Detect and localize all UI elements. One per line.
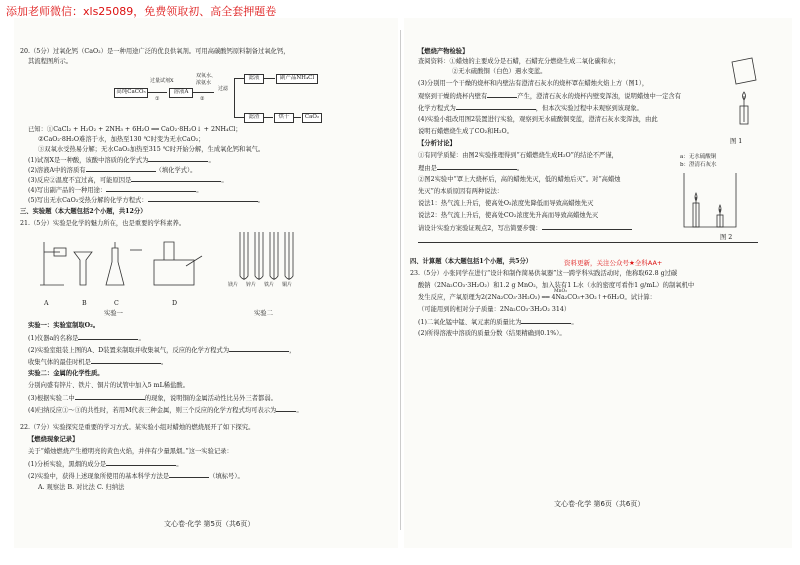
apparatus-illustration (34, 230, 374, 310)
q23-line3: 发生反应，产氧原理为2(2Na₂CO₃·3H₂O₂) ══ 4Na₂CO₃+3O₂↑+6H₂O。试计算： (418, 294, 656, 301)
experiment-2-label: 实验二 (254, 310, 273, 317)
q20-intro-2: 其流程图所示。 (28, 58, 73, 65)
flow-branch (234, 78, 235, 118)
q22-analysis-1: ①有同学质疑：由图2实验推理得到“石蜡燃烧生成H₂O”的结论不严谨， (418, 152, 618, 159)
q20-sub1: (1)试剂X是一种酸，该酸中溶质的化学式为 。 (28, 157, 215, 164)
q23-sub1: (1)二氧化锰中锰、氧元素的质量比为 。 (418, 319, 578, 326)
q22-analysis-2b: 先灭”的本质原因有两种说法： (418, 188, 504, 195)
q20-sub2: (2)溶液A中的溶质有 （填化学式）。 (28, 167, 197, 174)
figure-1-caption: 图 1 (730, 138, 743, 145)
exam-page-left (14, 18, 398, 548)
flow-arrow-1 (147, 92, 167, 93)
q22-analysis-2: ②图2实验中“罩上大烧杯后，高的蜡烛先灭，低的蜡烛后灭”。对“高蜡烛 (418, 176, 621, 183)
q20-intro: 20.（5分）过氧化钙（CaO₂）是一种用途广泛的优良供氧剂。可用高碳酸钙原料制备过氧化钙， (20, 48, 290, 55)
flow-filter: 过滤 (218, 86, 229, 92)
q22-sub3b: 观察到干燥的烧杯内壁有 产生，澄清石灰水的烧杯内壁变浑浊，说明蜡烛中一定含有 (418, 93, 681, 100)
flow-reagent: 过量试剂X (150, 78, 174, 84)
q23-sub2: (2)所得溶液中溶质的质量分数（结果精确到0.1%）。 (418, 330, 566, 337)
section-4-title: 四、计算题（本大题包括1个小题，共5分） (410, 258, 533, 265)
q22-section-record: 【燃烧现象记录】 (28, 436, 79, 443)
q20-sub5: (5)写出无水CaO₂受热分解的化学方程式： 。 (28, 197, 264, 204)
flow-reagent-2: 双氧水、浓氨水 (196, 73, 217, 86)
q22-reference-1: 查阅资料：①蜡烛的主要成分是石蜡，石蜡充分燃烧生成二氧化碳和水； (418, 58, 620, 65)
flow-arrow-5 (293, 117, 301, 118)
flow-step2: ② (200, 96, 205, 102)
experiment-1-label: 实验一 (104, 310, 123, 317)
flow-residue: 滤渣 (244, 113, 264, 123)
q22-claim-2: 说法2：热气流上升后，使高处CO₂浓度先升高而导致高蜡烛先灭 (418, 212, 599, 219)
figure-2-label-b: b：澄清石灰水 (680, 162, 717, 168)
page-divider (400, 30, 401, 530)
flow-solution-a: 溶液A (169, 88, 193, 98)
tube-mg: 镁片 (228, 282, 239, 288)
q23-catalyst: MnO₂ (554, 289, 567, 294)
page-footer-left: 文心卷·化学 第5页（共6页） (164, 520, 255, 528)
q23-intro: 23.（5分）小张同学在进行“设计和制作简易供氧器”这一跨学科实践活动时，他称取62.8 g过碳 (410, 270, 678, 277)
q22-analysis-1b: 理由是 。 (418, 165, 524, 172)
flow-filtrate: 滤液 (244, 74, 264, 84)
q22-sub2: (2)实验中，获得上述现象所使用的基本科学方法是 （填标号）。 (28, 473, 244, 480)
figure-1-illustration (724, 56, 764, 136)
q22-reference-2: ②无水硫酸铜（白色）遇水变蓝。 (452, 68, 547, 75)
flow-product: CaO₂ (302, 113, 322, 123)
q21-sub4: (4)归纳反应①～③的共性时，若用M代表三种金属，则三个反应的化学方程式均可表示为 。 (28, 407, 303, 414)
flow-branch-top (234, 78, 244, 79)
flow-arrow-2 (192, 92, 214, 93)
promo-ad: 资料更新，关注公众号★全科AA+ (564, 259, 663, 267)
exam-page-right (404, 18, 792, 548)
figure-2-caption: 图 2 (720, 234, 733, 241)
exp1-title: 实验一：实验室制取O₂。 (28, 322, 100, 329)
q20-known-3: ③双氧水受热易分解；无水CaO₂加热至315 ℃时开始分解，生成氧化钙和氧气。 (38, 146, 265, 153)
q20-sub3: (3)反应②温度不宜过高，可能原因是 。 (28, 177, 228, 184)
q22-claim-1: 说法1：热气流上升后，使高处O₂浓度先降低而导致高蜡烛先灭 (418, 200, 594, 207)
q22-section-analysis: 【分析讨论】 (418, 140, 456, 147)
q22-record: 关于“蜡烛燃烧产生橙明亮的黄色火焰，并伴有少量黑烟。”这一实验记录： (28, 448, 233, 455)
q20-known-2: ②CaO₂·8H₂O难溶于水，加热至130 ℃时变为无水CaO₂； (38, 136, 205, 143)
q22-sub4: (4)实验小组改用图2装置进行实验，观察到无水硫酸铜变蓝，澄清石灰水变浑浊，由此 (418, 116, 658, 123)
q21-sub2: (2)实验室组装上图的A、D装置来制取并收集氧气，反应的化学方程式为 ， (28, 347, 296, 354)
label-c: C (114, 300, 119, 307)
label-a: A (44, 300, 49, 307)
flow-start: 高纯CaCO₃ (114, 88, 148, 98)
figure-2-label-a: a：无水硫酸铜 (680, 154, 717, 160)
answer-line (418, 236, 758, 243)
page-footer-right: 文心卷·化学 第6页（共6页） (554, 500, 645, 508)
q22-sub4b: 说明石蜡燃烧生成了CO₂和H₂O。 (418, 128, 513, 135)
q22-options: A. 观察法 B. 对比法 C. 归纳法 (38, 484, 125, 491)
flow-dry: 烘干 (274, 113, 294, 123)
q22-sub1: (1)分析实验，黑烟的成分是 。 (28, 461, 183, 468)
label-d: D (172, 300, 178, 307)
q21-sub2b: 收集气体的最佳时机是 。 (28, 359, 168, 366)
q22-sub3c: 化学方程式为 ，但本次实验过程中未观察到该现象。 (418, 105, 643, 112)
q21-sub1: (1)仪器a的名称是 。 (28, 335, 145, 342)
q20-sub4: (4)写出副产品的一种用途： 。 (28, 187, 203, 194)
q22-sub3: (3)分别用一个干燥的烧杯和内壁沾有澄清石灰水的烧杯罩在蜡烛火焰上方（图1）， (418, 80, 649, 87)
figure-2-illustration (676, 163, 746, 233)
section-3-title: 三、实验题（本大题包括2个小题，共12分） (20, 208, 147, 215)
q22-section-products: 【燃烧产物检验】 (418, 48, 469, 55)
exp2-title: 实验二：金属的化学性质。 (28, 370, 104, 377)
tube-zn: 锌片 (246, 282, 257, 288)
label-b: B (82, 300, 87, 307)
q22-design: 请设计实验方案验证观点2，写出简要步骤： (418, 224, 632, 232)
q21-intro: 21.（5分）实验是化学的魅力所在，也是重要的学科素养。 (20, 220, 186, 227)
q23-line4: （可能用到的相对分子质量：2Na₂CO₃·3H₂O₂ 314） (418, 306, 571, 313)
promo-banner: 添加老师微信：xls25089，免费领取初、高全套押题卷 (6, 5, 277, 18)
q21-sub3: (3)根据实验二中 的现象，说明铜的金属活动性比另外三者都弱。 (28, 395, 277, 402)
q22-intro: 22.（7分）实验探究是重要的学习方式。某实验小组对蜡烛的燃烧展开了如下探究。 (20, 424, 255, 431)
q20-known-1: 已知：①CaCl₂ + H₂O₂ + 2NH₃ + 6H₂O ══ CaO₂·8H₂O↓ + 2NH₄Cl； (28, 126, 242, 133)
q23-line2: 酸钠（2Na₂CO₃·3H₂O₂）和1.2 g MnO₂，加入装有1 L水（水的密度可看作1 g/mL）的制氧机中 (418, 282, 695, 289)
tube-cu: 铜片 (282, 282, 293, 288)
flow-byproduct: 副产品NH₄Cl (276, 74, 318, 84)
flow-branch-bottom (234, 117, 244, 118)
exp2-desc: 分别向盛有锌片、铁片、铜片的试管中加入5 mL稀盐酸。 (28, 382, 189, 389)
flow-step1: ① (155, 96, 160, 102)
tube-fe: 铁片 (264, 282, 275, 288)
flow-arrow-4 (263, 117, 273, 118)
flow-arrow-3 (263, 78, 275, 79)
